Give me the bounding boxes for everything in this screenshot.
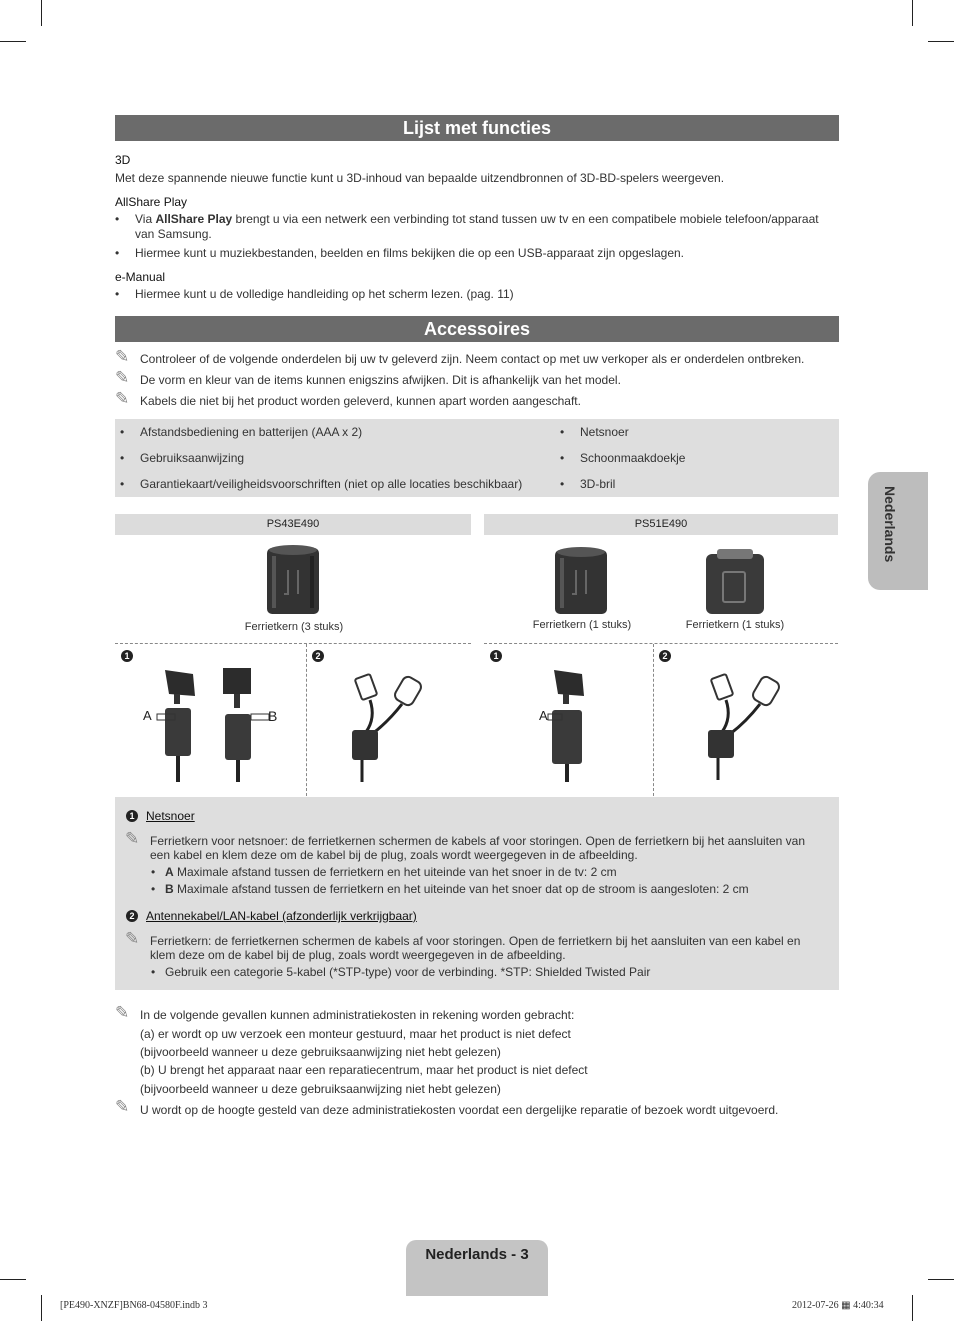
step-number-1: 1 (121, 650, 133, 662)
crop-mark (41, 0, 42, 26)
feature-3d-text: Met deze spannende nieuwe functie kunt u 3D-inhoud van bepaalde uitzendbronnen of 3D-BD-spelers weergeven. (115, 171, 725, 185)
pencil-note-icon: ✎ (115, 389, 130, 408)
step-number-1: 1 (126, 810, 138, 822)
lan-plug-icon (704, 672, 794, 784)
ferrite-caption-right-2: Ferrietkern (1 stuks) (685, 619, 785, 631)
features-section-title: Lijst met functies (115, 115, 839, 141)
admin-note-1: In de volgende gevallen kunnen administratiekosten in rekening worden gebracht: (140, 1008, 575, 1022)
feature-3d-title: 3D (115, 153, 131, 167)
admin-line: (a) er wordt op uw verzoek een monteur gestuurd, maar het product is niet defect (140, 1027, 571, 1041)
language-side-tab: Nederlands (868, 472, 928, 590)
admin-line: (bijvoorbeeld wanneer u deze gebruiksaanwijzing niet hebt gelezen) (140, 1082, 501, 1096)
pencil-note-icon: ✎ (115, 368, 130, 387)
antenna-title: Antennekabel/LAN-kabel (afzonderlijk verkrijgbaar) (146, 909, 417, 923)
divider (115, 643, 471, 644)
admin-line: (bijvoorbeeld wanneer u deze gebruiksaanwijzing niet hebt gelezen) (140, 1045, 501, 1059)
crop-mark (0, 41, 26, 42)
allshare-bullet-1: • Via AllShare Play brengt u via een netwerk een verbinding tot stand tussen uw tv en een compatibele mobiele telefoon/apparaat van Samsung. (115, 212, 819, 241)
accessory-item: • 3D-bril (560, 477, 616, 491)
label-a: A (539, 708, 548, 723)
netsnoer-a-bullet: • A Maximale afstand tussen de ferrietkern en het uiteinde van het snoer in de tv: 2 cm (151, 865, 617, 879)
model-header-right: PS51E490 (484, 514, 838, 535)
page-number: Nederlands - 3 (425, 1246, 529, 1263)
page-number-box (406, 1240, 548, 1296)
ferrite-core-icon (705, 548, 765, 616)
antenna-note: Ferrietkern: de ferrietkernen schermen de kabels af voor storingen. Open de ferrietkern bij het aansluiten van een kabel en klem deze om de kabel bij de plug, zoals wordt weergegeven in de afbeelding. (150, 934, 801, 962)
antenna-plug-icon (348, 672, 438, 784)
accessory-item: • Netsnoer (560, 425, 629, 439)
pencil-note-icon: ✎ (115, 1003, 130, 1022)
ferrite-core-icon (266, 544, 322, 616)
admin-line: (b) U brengt het apparaat naar een reparatiecentrum, maar het product is niet defect (140, 1063, 588, 1077)
power-plug-icon (155, 664, 278, 784)
accessory-item: • Afstandsbediening en batterijen (AAA x 2) (120, 425, 363, 439)
power-plug-icon (540, 664, 610, 784)
allshare-bullet-2: • Hiermee kunt u muziekbestanden, beelden en films bekijken die op een USB-apparaat zijn opgeslagen. (115, 246, 685, 260)
accessory-item: • Schoonmaakdoekje (560, 451, 686, 465)
ferrite-core-icon (554, 546, 610, 618)
crop-mark (928, 41, 954, 42)
netsnoer-title: Netsnoer (146, 809, 195, 823)
divider (484, 643, 838, 644)
accessory-item: • Gebruiksaanwijzing (120, 451, 245, 465)
accessory-note-3: Kabels die niet bij het product worden geleverd, kunnen apart worden aangeschaft. (140, 394, 581, 408)
accessory-note-1: Controleer of de volgende onderdelen bij uw tv geleverd zijn. Neem contact op met uw verkoper als er onderdelen ontbreken. (140, 352, 805, 366)
pencil-note-icon: ✎ (115, 1097, 130, 1116)
label-b: B (268, 708, 278, 724)
crop-mark (912, 1295, 913, 1321)
model-header-left: PS43E490 (115, 514, 471, 535)
antenna-bullet: • Gebruik een categorie 5-kabel (*STP-type) voor de verbinding. *STP: Shielded Twisted Pair (151, 965, 651, 979)
accessory-note-2: De vorm en kleur van de items kunnen enigszins afwijken. Dit is afhankelijk van het model. (140, 373, 621, 387)
accessory-item: • Garantiekaart/veiligheidsvoorschriften (niet op alle locaties beschikbaar) (120, 477, 523, 491)
netsnoer-b-bullet: • B Maximale afstand tussen de ferrietkern en het uiteinde van het snoer dat op de stroom is aangesloten: 2 cm (151, 882, 749, 896)
feature-allshare-title: AllShare Play (115, 195, 188, 209)
footer-file: [PE490-XNZF]BN68-04580F.indb 3 (60, 1300, 208, 1311)
footer-timestamp: 2012-07-26 ▦ 4:40:34 (792, 1300, 884, 1311)
crop-mark (912, 0, 913, 26)
step-number-2: 2 (126, 910, 138, 922)
crop-mark (41, 1295, 42, 1321)
divider (306, 644, 307, 796)
crop-mark (0, 1279, 26, 1280)
pencil-note-icon: ✎ (125, 929, 140, 948)
divider (653, 644, 654, 796)
ferrite-caption-right-1: Ferrietkern (1 stuks) (532, 619, 632, 631)
pencil-note-icon: ✎ (115, 347, 130, 366)
feature-emanual-title: e-Manual (115, 270, 166, 284)
emanual-bullet-1: • Hiermee kunt u de volledige handleiding op het scherm lezen. (pag. 11) (115, 287, 514, 301)
crop-mark (928, 1279, 954, 1280)
pencil-note-icon: ✎ (125, 829, 140, 848)
netsnoer-note: Ferrietkern voor netsnoer: de ferrietkernen schermen de kabels af voor storingen. Open de ferrietkern bij het aansluiten van een kabel en klem deze om de kabel bij de plug, zoals wordt weergegeven in de afbeelding. (150, 834, 806, 862)
step-number-1: 1 (490, 650, 502, 662)
accessories-section-title: Accessoires (115, 316, 839, 342)
step-number-2: 2 (312, 650, 324, 662)
ferrite-caption-left: Ferrietkern (3 stuks) (244, 621, 344, 633)
step-number-2: 2 (659, 650, 671, 662)
label-a: A (143, 708, 152, 723)
admin-note-2: U wordt op de hoogte gesteld van deze administratiekosten voordat een dergelijke reparatie of bezoek wordt uitgevoerd. (140, 1103, 779, 1117)
